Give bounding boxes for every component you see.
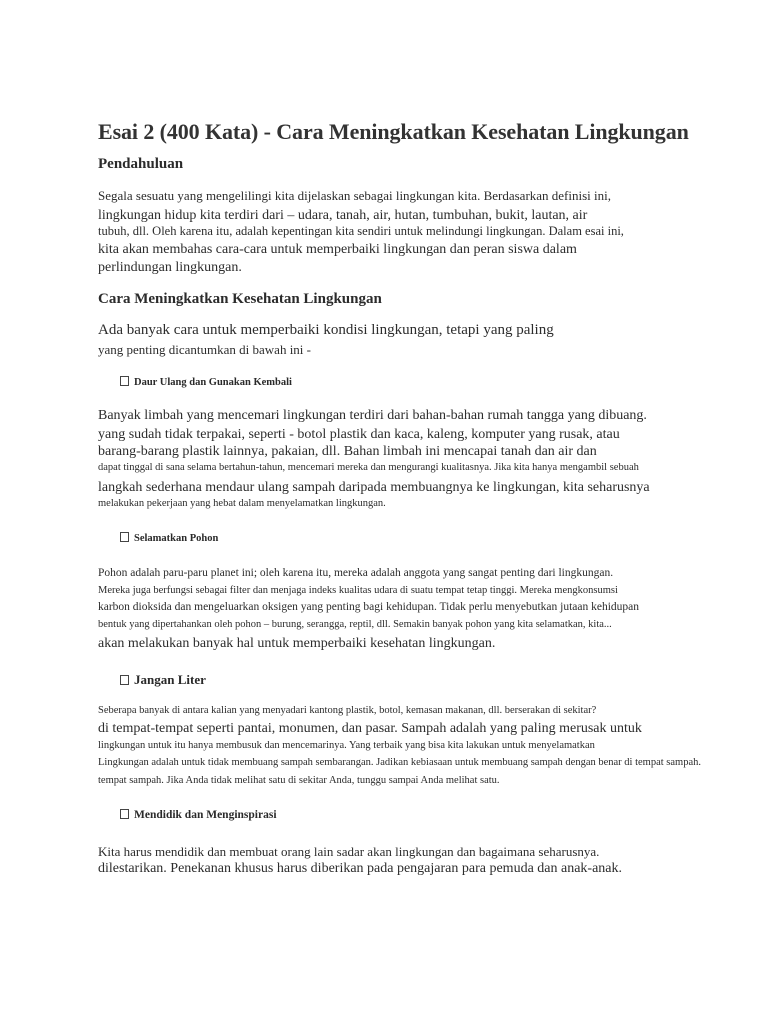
recycle-line: dapat tinggal di sana selama bertahun-tahun, mencemari mereka dan mengurangi kualitasnya. Jika kita hanya mengambil sebuah — [98, 462, 639, 473]
litter-line: di tempat-tempat seperti pantai, monumen, dan pasar. Sampah adalah yang paling merusak untuk — [98, 721, 642, 736]
bullet-recycle-label: Daur Ulang dan Gunakan Kembali — [134, 377, 292, 388]
bullet-box-icon — [120, 675, 129, 685]
document-title: Esai 2 (400 Kata) - Cara Meningkatkan Kesehatan Lingkungan — [98, 119, 689, 144]
bullet-box-icon — [120, 809, 129, 819]
bullet-litter-label: Jangan Liter — [134, 672, 206, 687]
trees-line: bentuk yang dipertahankan oleh pohon – burung, serangga, reptil, dll. Semakin banyak pohon yang kita selamatkan, kita... — [98, 619, 612, 630]
trees-line: karbon dioksida dan mengeluarkan oksigen yang penting bagi kehidupan. Tidak perlu menyebutkan jutaan kehidupan — [98, 601, 640, 613]
bullet-recycle — [120, 376, 292, 388]
litter-line: Lingkungan adalah untuk tidak membuang sampah sembarangan. Jadikan kebiasaan untuk membuang sampah dengan benar di tempat sampah. — [98, 757, 701, 768]
recycle-line: langkah sederhana mendaur ulang sampah daripada membuangnya ke lingkungan, kita seharusnya — [98, 480, 650, 495]
section-line: yang penting dicantumkan di bawah ini - — [98, 342, 312, 357]
litter-line: lingkungan untuk itu hanya membusuk dan mencemarinya. Yang terbaik yang bisa kita lakukan untuk menyelamatkan — [98, 740, 595, 751]
educate-line: dilestarikan. Penekanan khusus harus diberikan pada pengajaran para pemuda dan anak-anak. — [98, 861, 623, 876]
trees-line: akan melakukan banyak hal untuk memperbaiki kesehatan lingkungan. — [98, 636, 496, 651]
recycle-line: Banyak limbah yang mencemari lingkungan terdiri dari bahan-bahan rumah tangga yang dibuang. — [98, 408, 647, 423]
bullet-box-icon — [120, 376, 129, 386]
section-heading: Cara Meningkatkan Kesehatan Lingkungan — [98, 291, 382, 307]
intro-line: Segala sesuatu yang mengelilingi kita dijelaskan sebagai lingkungan kita. Berdasarkan definisi ini, — [98, 188, 612, 203]
bullet-trees — [120, 532, 218, 544]
bullet-trees-label: Selamatkan Pohon — [134, 533, 219, 544]
litter-line: Seberapa banyak di antara kalian yang menyadari kantong plastik, botol, kemasan makanan, dll. berserakan di sekitar? — [98, 705, 597, 716]
recycle-line: yang sudah tidak terpakai, seperti - botol plastik dan kaca, kaleng, komputer yang rusak, atau — [98, 427, 620, 442]
recycle-line: barang-barang plastik lainnya, pakaian, dll. Bahan limbah ini mencapai tanah dan air dan — [98, 444, 597, 459]
litter-line: tempat sampah. Jika Anda tidak melihat satu di sekitar Anda, tunggu sampai Anda melihat satu. — [98, 775, 500, 786]
bullet-litter — [120, 672, 206, 688]
trees-line: Mereka juga berfungsi sebagai filter dan menjaga indeks kualitas udara di suatu tempat tetap tinggi. Mereka mengkonsumsi — [98, 585, 618, 596]
educate-line: Kita harus mendidik dan membuat orang lain sadar akan lingkungan dan bagaimana seharusnya. — [98, 844, 600, 859]
intro-line: perlindungan lingkungan. — [98, 260, 242, 275]
intro-line: kita akan membahas cara-cara untuk memperbaiki lingkungan dan peran siswa dalam — [98, 242, 577, 257]
intro-heading: Pendahuluan — [98, 156, 184, 172]
intro-line: tubuh, dll. Oleh karena itu, adalah kepentingan kita sendiri untuk melindungi lingkungan. Dalam esai ini, — [98, 224, 624, 238]
section-line: Ada banyak cara untuk memperbaiki kondisi lingkungan, tetapi yang paling — [98, 322, 554, 338]
trees-line: Pohon adalah paru-paru planet ini; oleh karena itu, mereka adalah anggota yang sangat penting dari lingkungan. — [98, 567, 614, 579]
recycle-line: melakukan pekerjaan yang hebat dalam menyelamatkan lingkungan. — [98, 498, 386, 509]
bullet-box-icon — [120, 532, 129, 542]
intro-line: lingkungan hidup kita terdiri dari – udara, tanah, air, hutan, tumbuhan, bukit, lautan, air — [98, 208, 588, 223]
bullet-educate — [120, 809, 277, 821]
bullet-educate-label: Mendidik dan Menginspirasi — [134, 809, 277, 821]
